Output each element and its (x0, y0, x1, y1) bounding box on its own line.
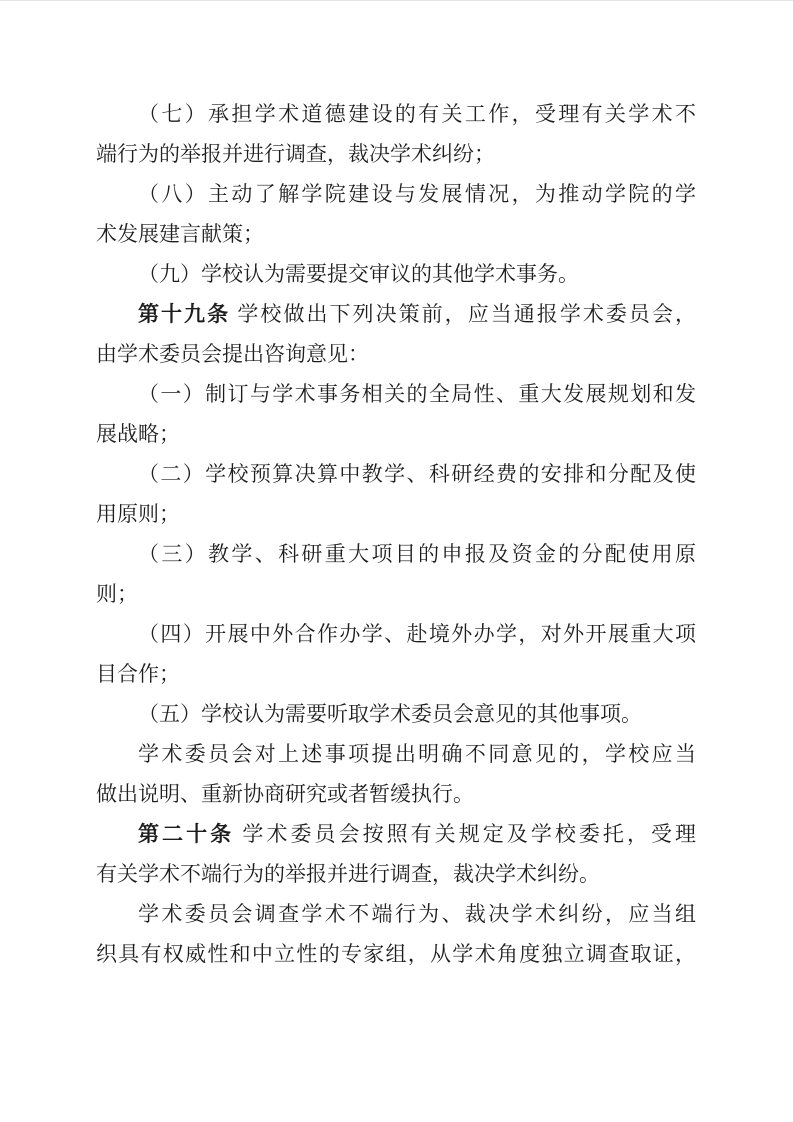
article-number: 第二十条 (138, 822, 235, 846)
text-line: （八）主动了解学院建设与发展情况，为推动学院的学 (138, 182, 696, 206)
paragraph-article-19 (96, 294, 696, 374)
text-line: （五）学校认为需要听取学术委员会意见的其他事项。 (138, 702, 642, 726)
text-line: 由学术委员会提出咨询意见： (96, 342, 369, 366)
paragraph-item-7 (96, 94, 696, 174)
text-line: 做出说明、重新协商研究或者暂缓执行。 (96, 782, 474, 806)
paragraph-item-5 (96, 694, 696, 734)
text-line: 有关学术不端行为的举报并进行调查，裁决学术纠纷。 (96, 862, 600, 886)
text-line (96, 294, 696, 334)
paragraph-item-4 (96, 614, 696, 694)
paragraph-item-9 (96, 254, 696, 294)
paragraph-item-1 (96, 374, 696, 454)
text-line: 织具有权威性和中立性的专家组，从学术角度独立调查取证， (96, 942, 696, 966)
text-line (96, 814, 696, 854)
text-line: 展战略； (96, 422, 180, 446)
text-line: （九）学校认为需要提交审议的其他学术事务。 (138, 262, 579, 286)
text-line: 用原则； (96, 502, 180, 526)
text-line: （三）教学、科研重大项目的申报及资金的分配使用原 (138, 542, 696, 566)
article-lead-text: 学术委员会按照有关规定及学校委托，受理 (234, 822, 697, 846)
paragraph-item-8 (96, 174, 696, 254)
text-line: 学术委员会对上述事项提出明确不同意见的，学校应当 (138, 742, 696, 766)
paragraph-item-2 (96, 454, 696, 534)
text-line: （二）学校预算决算中教学、科研经费的安排和分配及使 (138, 462, 696, 486)
paragraph-note-after-20 (96, 894, 696, 974)
text-line: 术发展建言献策； (96, 222, 264, 246)
text-line: 学术委员会调查学术不端行为、裁决学术纠纷，应当组 (138, 902, 696, 926)
text-block (96, 94, 696, 974)
text-line: 端行为的举报并进行调查，裁决学术纠纷； (96, 142, 495, 166)
article-lead-text: 学校做出下列决策前，应当通报学术委员会， (230, 302, 696, 326)
text-line: （七）承担学术道德建设的有关工作，受理有关学术不 (138, 102, 696, 126)
paragraph-article-20 (96, 814, 696, 894)
article-number: 第十九条 (138, 302, 231, 326)
paragraph-item-3 (96, 534, 696, 614)
text-line: （四）开展中外合作办学、赴境外办学，对外开展重大项 (138, 622, 696, 646)
text-line: 则； (96, 582, 138, 606)
paragraph-note-after-19 (96, 734, 696, 814)
text-line: （一）制订与学术事务相关的全局性、重大发展规划和发 (138, 382, 696, 406)
text-line: 目合作； (96, 662, 180, 686)
